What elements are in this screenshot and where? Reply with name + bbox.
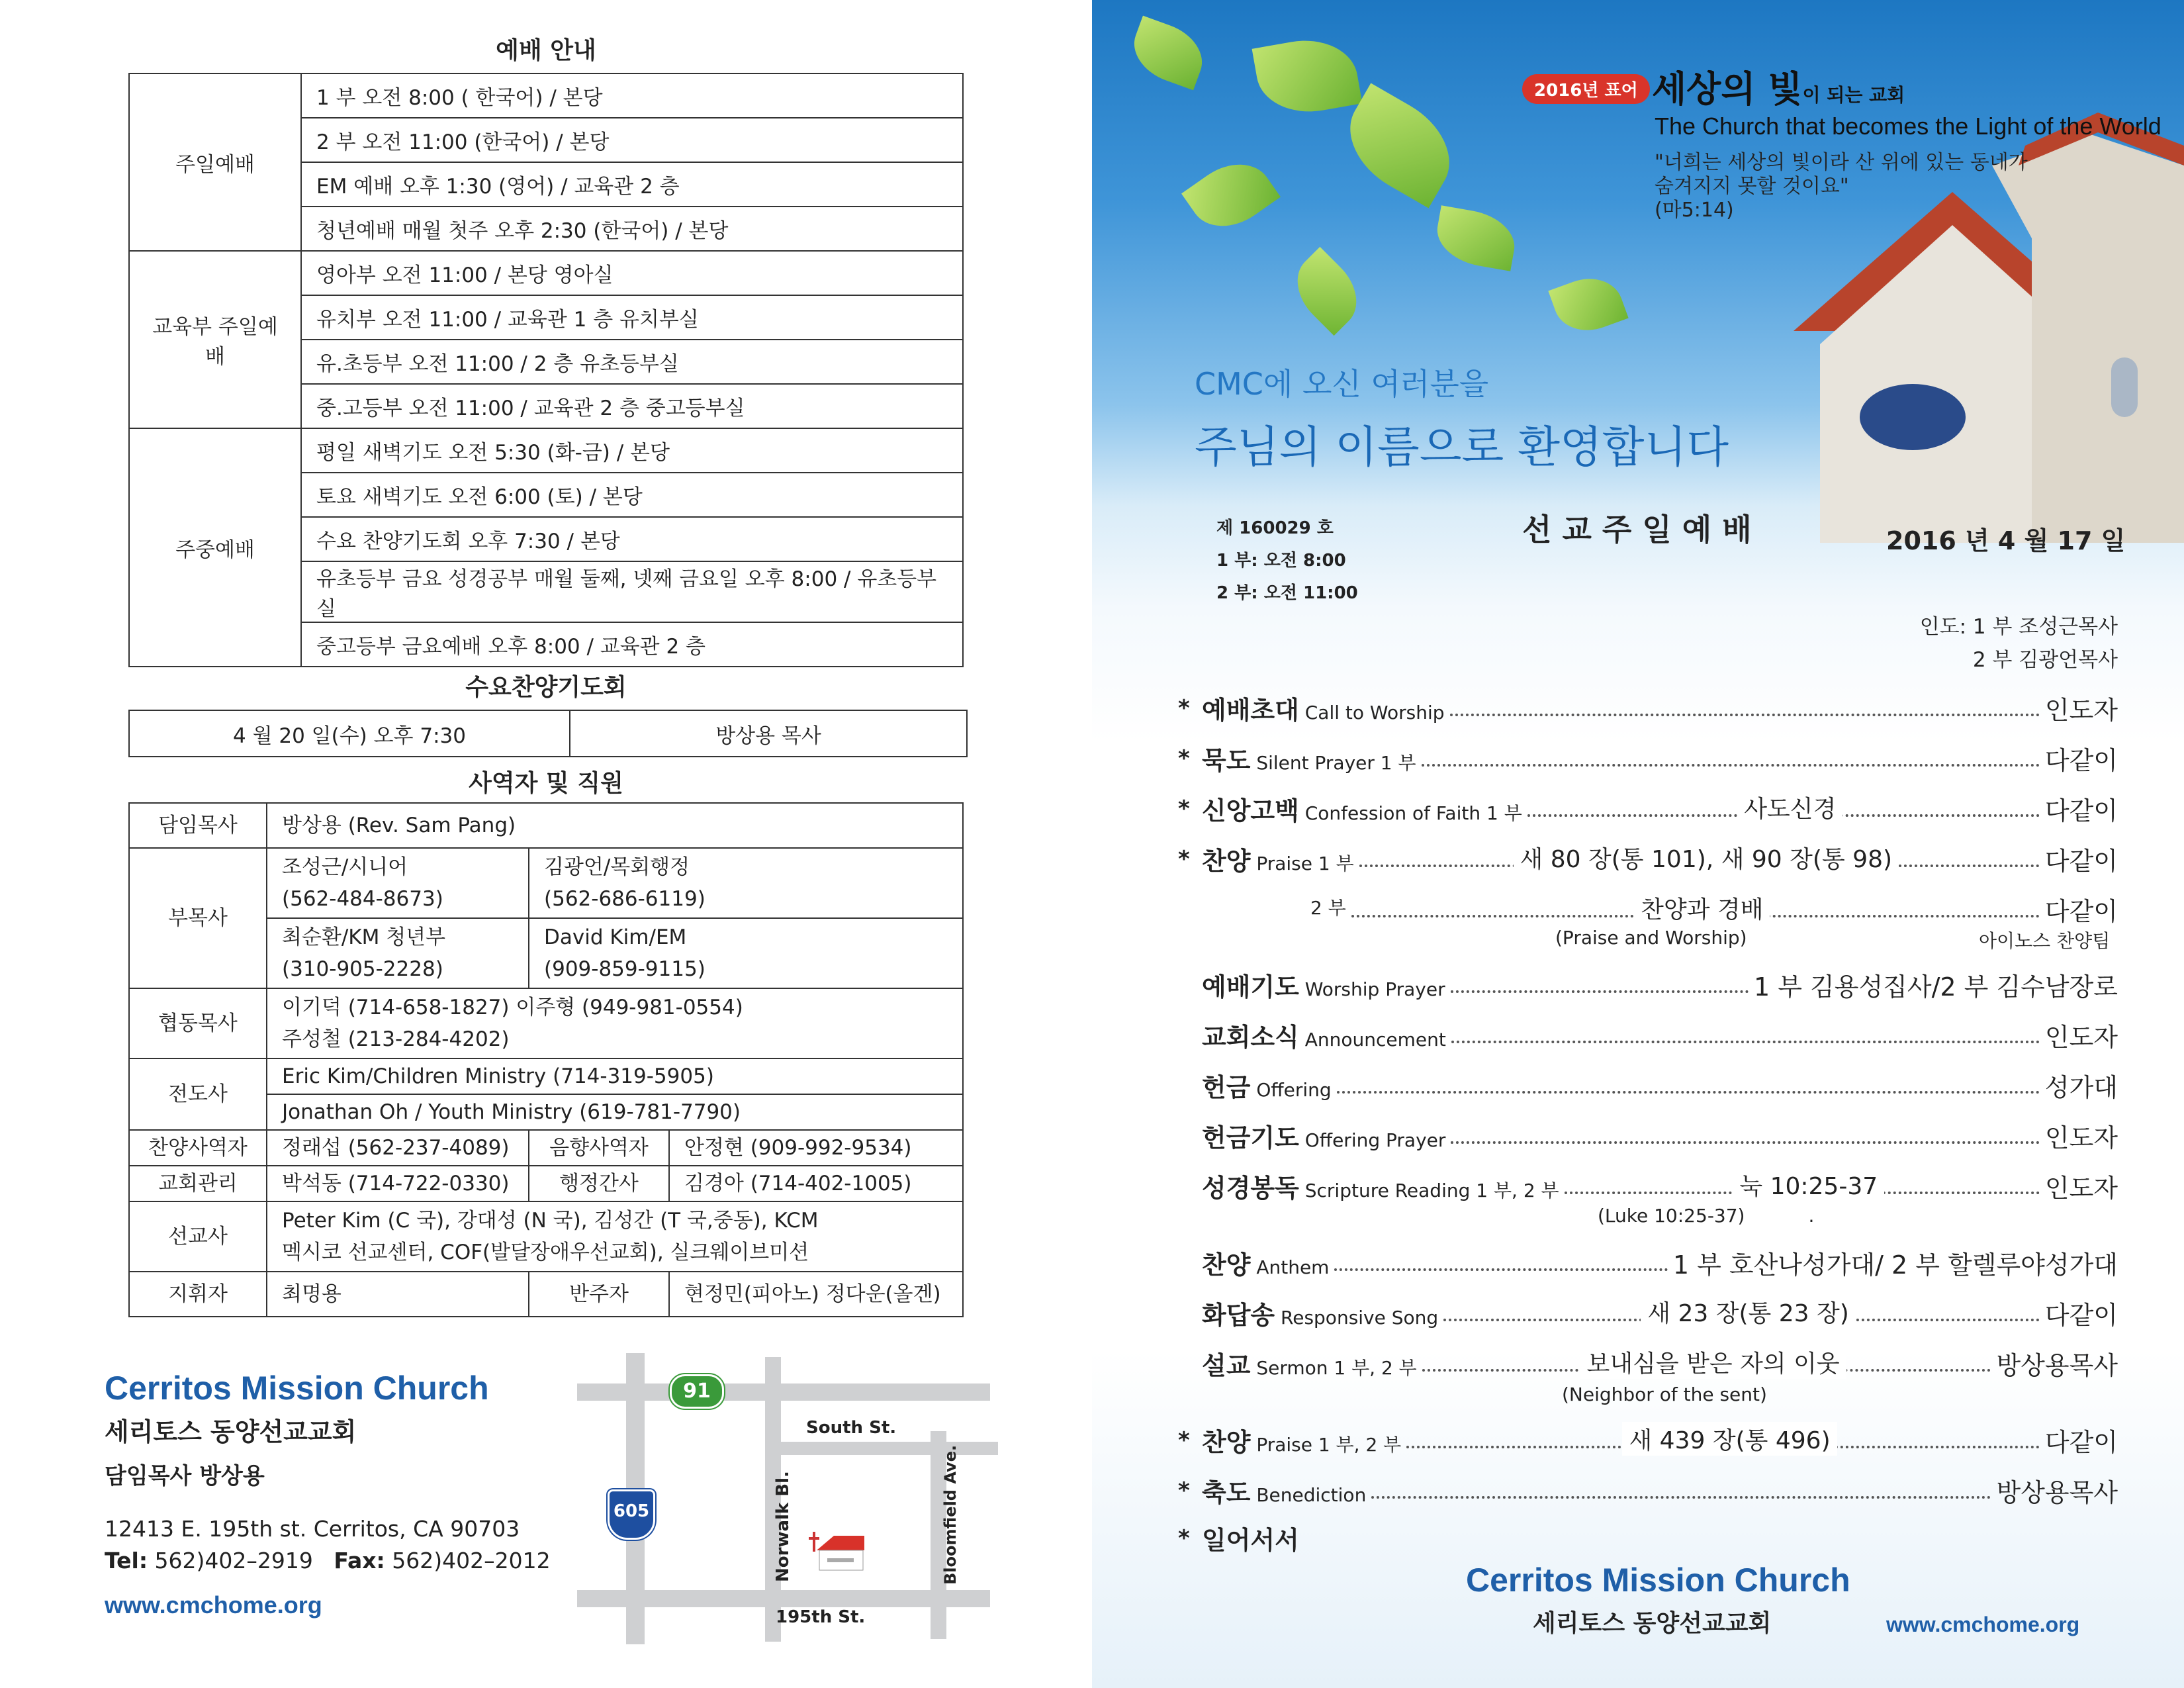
order-title-ko: 헌금	[1202, 1073, 1251, 1102]
staff-value: Jonathan Oh / Youth Ministry (619-781-7790)	[267, 1094, 963, 1130]
staff-title: 사역자 및 직원	[469, 770, 623, 797]
order-item	[1178, 841, 2118, 880]
order-title-ko: 헌금기도	[1202, 1123, 1299, 1152]
south-st-label: South St.	[806, 1418, 897, 1438]
order-item	[1178, 1117, 2118, 1157]
order-leader: 1 부 김용성집사/2 부 김수남장로	[1754, 972, 2118, 1002]
staff-value: 현정민(피아노) 정다운(올겐)	[669, 1272, 963, 1317]
staff-phone: (562-484-8673)	[282, 887, 443, 911]
order-title-ko: 묵도	[1202, 746, 1251, 775]
schedule-cell: 수요 찬양기도회 오후 7:30 / 본당	[301, 517, 963, 561]
motto-badge: 2016년 표어	[1522, 74, 1650, 104]
order-title-ko: 설교	[1202, 1351, 1251, 1380]
staff-value: 멕시코 선교센터, COF(발달장애우선교회), 실크웨이브미션	[282, 1241, 809, 1264]
order-title-ko: 교회소식	[1202, 1023, 1299, 1052]
order-item	[1178, 966, 2118, 1006]
staff-value: 이기덕 (714-658-1827) 이주형 (949-981-0554)	[282, 996, 743, 1019]
staff-value: David Kim/EM	[544, 925, 687, 949]
schedule-cell: 중.고등부 오전 11:00 / 교육관 2 층 중고등부실	[301, 384, 963, 428]
dot-leader	[1337, 1091, 2040, 1094]
table-row	[129, 73, 963, 118]
staff-value: 김광언/목회행정	[544, 855, 690, 879]
order-title	[1202, 1295, 1438, 1331]
order-title-en: Offering Prayer	[1298, 1129, 1446, 1151]
order-item	[1178, 1244, 2118, 1284]
order-title-en: Call to Worship	[1298, 702, 1445, 724]
staff-value: 김경아 (714-402-1005)	[669, 1166, 963, 1201]
order-title-ko: 일어서서	[1202, 1526, 1299, 1555]
order-item	[1178, 1345, 2118, 1385]
order-title	[1202, 1345, 1417, 1382]
schedule-cell: 중고등부 금요예배 오후 8:00 / 교육관 2 층	[301, 622, 963, 667]
table-row	[129, 1166, 963, 1201]
welcome-line-2: 주님의 이름으로 환영합니다	[1195, 422, 1729, 473]
order-leader: 성가대	[2044, 1073, 2118, 1102]
table-row	[129, 848, 963, 918]
order-title-en: Anthem	[1250, 1256, 1330, 1278]
table-row	[129, 803, 963, 848]
order-title-en: Scripture Reading 1 부, 2 부	[1298, 1180, 1559, 1201]
order-leader: 다같이	[2044, 897, 2118, 926]
order-title	[1202, 1472, 1366, 1509]
schedule-cell: 유초등부 금요 성경공부 매월 둘째, 넷째 금요일 오후 8:00 / 유초등부실	[301, 561, 963, 622]
staff-value: 방상용 (Rev. Sam Pang)	[267, 803, 963, 848]
staff-value: 박석동 (714-722-0330)	[267, 1166, 529, 1201]
table-row	[129, 1130, 963, 1166]
order-title	[1202, 790, 1522, 827]
hwy-91-shield: 91	[670, 1374, 724, 1409]
staff-phone: (562-686-6119)	[544, 887, 705, 911]
staff-value: 조성근/시니어	[282, 855, 408, 879]
schedule-cell: 1 부 오전 8:00 ( 한국어) / 본당	[301, 73, 963, 118]
fax-label: Fax:	[334, 1548, 385, 1573]
order-title-ko: 예배기도	[1202, 972, 1299, 1002]
order-title	[1202, 841, 1354, 877]
fax-number: 562)402–2012	[392, 1548, 551, 1573]
staff-label: 전도사	[129, 1058, 267, 1130]
luke-note	[1598, 1205, 1814, 1227]
table-row	[129, 1272, 963, 1317]
order-item	[1178, 1520, 2118, 1560]
church-icon	[801, 1523, 867, 1575]
order-item	[1178, 1168, 2118, 1207]
order-leader: 다같이	[2044, 1301, 2118, 1330]
service-time-1: 1 부: 오전 8:00	[1216, 551, 1346, 571]
order-detail: 새 80 장(통 101), 새 90 장(통 98)	[1514, 841, 1899, 874]
dot-leader	[1450, 714, 2040, 716]
norwalk-label: Norwalk Bl.	[773, 1471, 793, 1582]
order-title-en: Sermon 1 부, 2 부	[1250, 1357, 1417, 1379]
luke-dot: .	[1808, 1205, 1815, 1227]
staff-value: 정래섭 (562-237-4089)	[267, 1130, 529, 1166]
order-title	[1202, 1422, 1401, 1458]
staff-value: Eric Kim/Children Ministry (714-319-5905)	[267, 1058, 963, 1094]
order-detail: 사도신경	[1737, 790, 1843, 824]
staff-table	[128, 802, 964, 1317]
order-item	[1178, 1295, 2118, 1335]
order-item	[1178, 1422, 2118, 1462]
leaf-decoration	[1125, 16, 1212, 91]
praise-team: 아이노스 찬양팀	[1979, 930, 2111, 952]
table-row	[129, 710, 967, 757]
order-leader: 인도자	[2044, 1023, 2118, 1052]
dot-leader	[1334, 1268, 1667, 1271]
staff-phone: (310-905-2228)	[282, 957, 443, 981]
table-row	[129, 1201, 963, 1272]
order-title-ko: 축도	[1202, 1478, 1251, 1507]
order-leader: 다같이	[2044, 746, 2118, 775]
order-title-en: 2 부	[1310, 897, 1346, 919]
footer-church-ko: 세리토스 동양선교교회	[1533, 1610, 1772, 1637]
standing-marker: *	[1178, 1525, 1190, 1552]
order-title-ko: 찬양	[1202, 847, 1251, 876]
schedule-cell: 유.초등부 오전 11:00 / 2 층 유초등부실	[301, 340, 963, 384]
leaf-decoration	[1283, 247, 1371, 336]
worship-guide-title: 예배 안내	[496, 37, 596, 64]
order-detail: 눅 10:25-37	[1733, 1168, 1884, 1201]
church-name-en: Cerritos Mission Church	[105, 1370, 489, 1407]
order-title	[1202, 740, 1416, 776]
order-title-ko: 화답송	[1202, 1301, 1275, 1330]
staff-value: 최순환/KM 청년부	[282, 925, 446, 949]
order-title-ko: 찬양	[1202, 1428, 1251, 1457]
leaders	[1920, 610, 2118, 677]
tel-label: Tel:	[105, 1548, 148, 1573]
dot-leader	[1422, 764, 2040, 767]
service-info	[1216, 512, 1358, 610]
footer-church-en: Cerritos Mission Church	[1466, 1562, 1850, 1599]
leader-2: 2 부 김광언목사	[1972, 648, 2118, 672]
category-cell: 주일예배	[129, 73, 301, 251]
road-south	[773, 1442, 998, 1455]
schedule-cell: 평일 새벽기도 오전 5:30 (화-금) / 본당	[301, 428, 963, 473]
order-title	[1202, 1520, 1299, 1556]
standing-marker: *	[1178, 745, 1190, 772]
category-cell: 교육부 주일예배	[129, 251, 301, 428]
footer-web: www.cmchome.org	[1886, 1613, 2080, 1636]
order-detail: 보내심을 받은 자의 이웃	[1580, 1345, 1846, 1379]
order-item	[1178, 790, 2118, 830]
motto-ko-suffix: 이 되는 교회	[1802, 84, 1905, 106]
schedule-cell: 2 부 오전 11:00 (한국어) / 본당	[301, 118, 963, 162]
order-title-ko: 신앙고백	[1202, 796, 1299, 825]
standing-marker: *	[1178, 1477, 1190, 1504]
staff-value: Peter Kim (C 국), 강대성 (N 국), 김성간 (T 국,중동), KCM	[282, 1209, 819, 1233]
church-website: www.cmchome.org	[105, 1591, 322, 1618]
order-detail: 새 439 장(통 496)	[1622, 1422, 1837, 1456]
staff-label: 담임목사	[129, 803, 267, 848]
order-title-ko: 찬양	[1202, 1250, 1251, 1280]
order-detail: 새 23 장(통 23 장)	[1641, 1295, 1856, 1329]
st195-label: 195th St.	[776, 1607, 866, 1627]
standing-marker: *	[1178, 695, 1190, 722]
leader-1: 인도: 1 부 조성근목사	[1919, 615, 2118, 639]
issue-number: 제 160029 호	[1216, 518, 1334, 538]
dot-leader	[1451, 1041, 2040, 1043]
service-date: 2016 년 4 월 17 일	[1886, 526, 2126, 555]
verse-line: 숨겨지지 못할 것이요"	[1655, 175, 1849, 198]
staff-value: 최명용	[267, 1272, 529, 1317]
dot-leader	[1451, 990, 1749, 993]
staff-label: 찬양사역자	[129, 1130, 267, 1166]
schedule-cell: EM 예배 오후 1:30 (영어) / 교육관 2 층	[301, 162, 963, 207]
order-title-en: Worship Prayer	[1298, 978, 1445, 1000]
order-item	[1178, 1472, 2118, 1512]
staff-label: 반주자	[529, 1272, 669, 1317]
order-title	[1202, 690, 1445, 726]
standing-marker: *	[1178, 846, 1190, 872]
order-title-en: Responsive Song	[1275, 1307, 1439, 1329]
standing-marker: *	[1178, 1427, 1190, 1454]
order-title-ko: 성경봉독	[1202, 1174, 1299, 1203]
order-title-en: Silent Prayer 1 부	[1250, 752, 1416, 774]
order-leader: 다같이	[2044, 1428, 2118, 1457]
wednesday-speaker: 방상용 목사	[570, 710, 967, 757]
hwy-605-label: 605	[613, 1501, 650, 1521]
order-title	[1202, 1244, 1329, 1281]
order-item	[1178, 690, 2118, 729]
welcome-line-1: CMC에 오신 여러분을	[1195, 366, 1489, 402]
wednesday-date: 4 월 20 일(수) 오후 7:30	[129, 710, 570, 757]
order-title	[1202, 1067, 1332, 1103]
schedule-cell: 청년예배 매월 첫주 오후 2:30 (한국어) / 본당	[301, 207, 963, 251]
order-title	[1310, 891, 1346, 920]
table-row	[129, 1058, 963, 1094]
order-leader: 다같이	[2044, 847, 2118, 876]
verse-line: "너희는 세상의 빛이라 산 위에 있는 동네가	[1655, 151, 2028, 174]
motto-en: The Church that becomes the Light of the World	[1655, 113, 2161, 140]
order-detail: 찬양과 경배	[1634, 891, 1770, 925]
order-leader: 방상용목사	[1996, 1351, 2118, 1380]
staff-label: 행정간사	[529, 1166, 669, 1201]
order-title-ko: 예배초대	[1202, 696, 1299, 725]
staff-phone: (909-859-9115)	[544, 957, 705, 981]
order-title-en: Offering	[1250, 1079, 1332, 1101]
tel-number: 562)402–2919	[154, 1548, 313, 1573]
table-row	[129, 988, 963, 1058]
order-item	[1178, 1017, 2118, 1056]
table-row	[129, 428, 963, 473]
staff-label: 지휘자	[129, 1272, 267, 1317]
schedule-cell: 영아부 오전 11:00 / 본당 영아실	[301, 251, 963, 295]
dot-leader	[1451, 1141, 2039, 1144]
wednesday-table	[128, 710, 968, 757]
dot-leader	[1371, 1496, 1991, 1499]
luke-ref: (Luke 10:25-37)	[1598, 1205, 1745, 1227]
service-title: 선 교 주 일 예 배	[1522, 512, 1752, 547]
motto-verse	[1655, 151, 2028, 222]
category-cell: 주중예배	[129, 428, 301, 667]
order-leader: 1 부 호산나성가대/ 2 부 할렐루야성가대	[1672, 1250, 2118, 1280]
church-name-ko: 세리토스 동양선교교회	[105, 1417, 357, 1446]
order-title-en: Confession of Faith 1 부	[1298, 802, 1522, 824]
order-leader: 인도자	[2044, 1174, 2118, 1203]
worship-guide-table	[128, 73, 964, 667]
sermon-note: (Neighbor of the sent)	[1562, 1383, 1767, 1405]
order-title-en: Praise 1 부	[1250, 853, 1354, 874]
order-leader: 다같이	[2044, 796, 2118, 825]
table-row	[129, 251, 963, 295]
church-contact	[105, 1548, 551, 1573]
motto-ko-main: 세상의 빛	[1652, 68, 1803, 110]
staff-label: 부목사	[129, 848, 267, 988]
schedule-cell: 토요 새벽기도 오전 6:00 (토) / 본당	[301, 473, 963, 517]
order-leader: 인도자	[2044, 696, 2118, 725]
staff-label: 교회관리	[129, 1166, 267, 1201]
order-title-en: Praise 1 부, 2 부	[1250, 1434, 1402, 1456]
order-item	[1178, 891, 2118, 931]
standing-marker: *	[1178, 796, 1190, 822]
leaf-decoration	[1181, 148, 1281, 243]
pastor-name: 담임목사 방상용	[105, 1463, 265, 1489]
staff-value: 안정현 (909-992-9534)	[669, 1130, 963, 1166]
order-item	[1178, 740, 2118, 780]
wednesday-title: 수요찬양기도회	[465, 674, 627, 701]
staff-label: 협동목사	[129, 988, 267, 1058]
motto-ko	[1652, 61, 1905, 112]
staff-value: 주성철 (213-284-4202)	[282, 1027, 510, 1051]
order-title-en: Announcement	[1298, 1029, 1446, 1051]
leaf-decoration	[1252, 32, 1363, 120]
service-time-2: 2 부: 오전 11:00	[1216, 583, 1358, 603]
order-title	[1202, 966, 1445, 1003]
leaf-decoration	[1432, 205, 1520, 271]
church-address: 12413 E. 195th st. Cerritos, CA 90703	[105, 1516, 520, 1542]
order-item	[1178, 1067, 2118, 1107]
staff-label: 선교사	[129, 1201, 267, 1272]
order-leader: 인도자	[2044, 1123, 2118, 1152]
verse-line: (마5:14)	[1655, 199, 1734, 222]
schedule-cell: 유치부 오전 11:00 / 교육관 1 층 유치부실	[301, 295, 963, 340]
bloomfield-label: Bloomfield Ave.	[941, 1444, 960, 1585]
staff-label: 음향사역자	[529, 1130, 669, 1166]
order-title	[1202, 1017, 1446, 1053]
order-title-en: Benediction	[1250, 1484, 1367, 1506]
order-title	[1202, 1168, 1559, 1204]
hwy-605-shield	[608, 1489, 655, 1540]
leaf-decoration	[1548, 268, 1628, 340]
praise-note: (Praise and Worship)	[1555, 927, 1747, 949]
order-title	[1202, 1117, 1445, 1154]
order-leader: 방상용목사	[1996, 1478, 2118, 1507]
